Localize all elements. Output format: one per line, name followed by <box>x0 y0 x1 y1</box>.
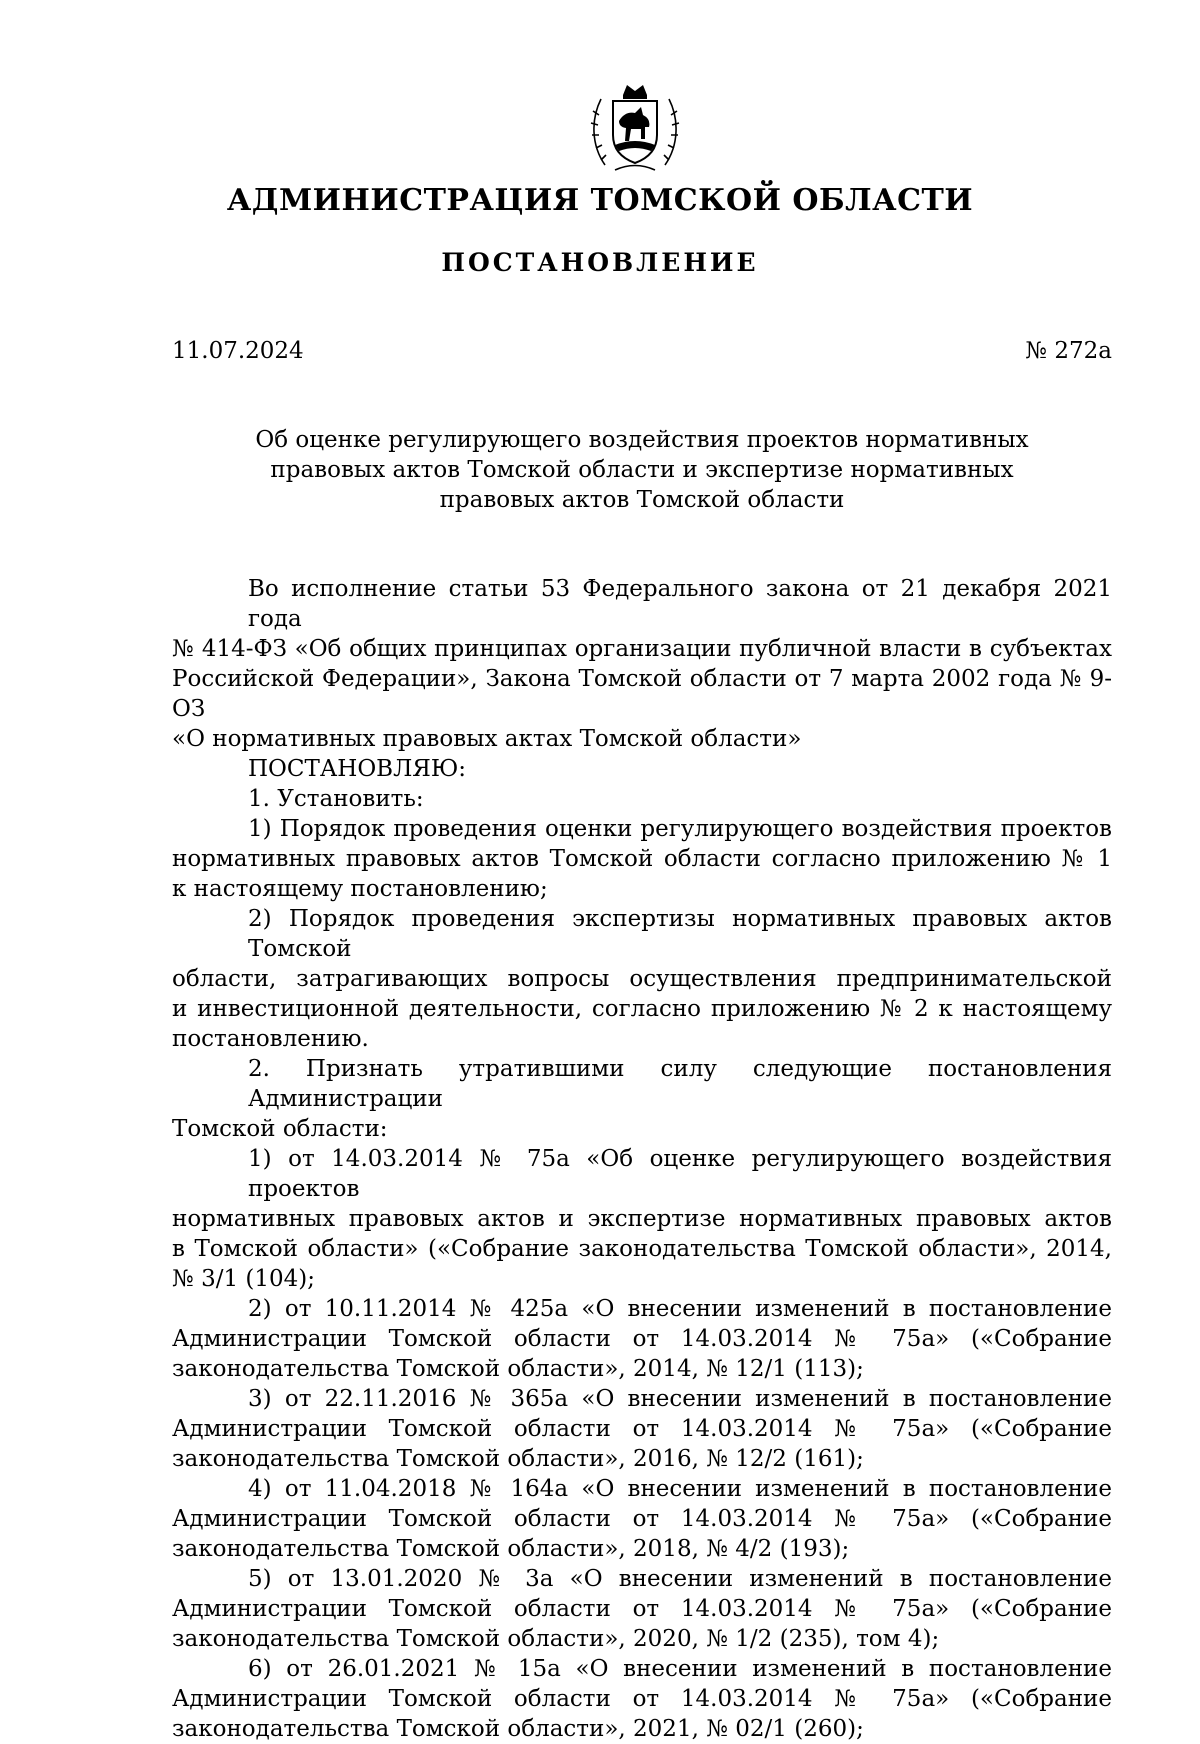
body-line: области, затрагивающих вопросы осуществления предпринимательской <box>172 966 1112 992</box>
body-line: 6) от 26.01.2021 № 15а «О внесении изменений в постановление <box>248 1656 1112 1682</box>
body-line: 5) от 13.01.2020 № 3а «О внесении изменений в постановление <box>248 1566 1112 1592</box>
body-line: законодательства Томской области», 2020, № 1/2 (235), том 4); <box>172 1626 940 1652</box>
body-line: 2. Признать утратившими силу следующие постановления Администрации <box>248 1056 1112 1112</box>
body-line: 4) от 11.04.2018 № 164а «О внесении изменений в постановление <box>248 1476 1112 1502</box>
body-line: постановлению. <box>172 1026 369 1052</box>
document-meta <box>172 338 1112 364</box>
body-line: Администрации Томской области от 14.03.2014 № 75а» («Собрание <box>172 1506 1112 1532</box>
body-line: Администрации Томской области от 14.03.2014 № 75а» («Собрание <box>172 1416 1112 1442</box>
body-line: 1. Установить: <box>248 786 424 812</box>
body-line: № 3/1 (104); <box>172 1266 315 1292</box>
body-line: 1) от 14.03.2014 № 75а «Об оценке регулирующего воздействия проектов <box>248 1146 1112 1202</box>
title-line: правовых актов Томской области и экспертизе нормативных <box>270 457 1014 483</box>
body-line: нормативных правовых актов Томской области согласно приложению № 1 <box>172 846 1112 872</box>
body-line: Администрации Томской области от 14.03.2014 № 75а» («Собрание <box>172 1326 1112 1352</box>
body-line: законодательства Томской области», 2021, № 02/1 (260); <box>172 1716 864 1742</box>
body-line: ПОСТАНОВЛЯЮ: <box>248 756 467 782</box>
coat-of-arms-icon <box>585 75 685 175</box>
title-line: Об оценке регулирующего воздействия проектов нормативных <box>255 427 1029 453</box>
body-line: «О нормативных правовых актах Томской области» <box>172 726 802 752</box>
body-line: 2) от 10.11.2014 № 425а «О внесении изменений в постановление <box>248 1296 1112 1322</box>
body-line: законодательства Томской области», 2014, № 12/1 (113); <box>172 1356 864 1382</box>
body-line: 3) от 22.11.2016 № 365а «О внесении изменений в постановление <box>248 1386 1112 1412</box>
document-title <box>172 425 1112 515</box>
body-line: и инвестиционной деятельности, согласно приложению № 2 к настоящему <box>172 996 1112 1022</box>
organization-name: АДМИНИСТРАЦИЯ ТОМСКОЙ ОБЛАСТИ <box>226 183 974 218</box>
document-number: № 272а <box>1025 338 1112 364</box>
body-line: в Томской области» («Собрание законодательства Томской области», 2014, <box>172 1236 1112 1262</box>
body-line: Администрации Томской области от 14.03.2014 № 75а» («Собрание <box>172 1686 1112 1712</box>
body-line: Российской Федерации», Закона Томской области от 7 марта 2002 года № 9-ОЗ <box>172 666 1112 722</box>
document-date: 11.07.2024 <box>172 338 304 364</box>
body-line: нормативных правовых актов и экспертизе нормативных правовых актов <box>172 1206 1112 1232</box>
body-line: Во исполнение статьи 53 Федерального закона от 21 декабря 2021 года <box>248 576 1112 632</box>
document-type: ПОСТАНОВЛЕНИЕ <box>441 248 759 277</box>
body-line: к настоящему постановлению; <box>172 876 548 902</box>
body-line: 2) Порядок проведения экспертизы нормативных правовых актов Томской <box>248 906 1112 962</box>
body-line: законодательства Томской области», 2016, № 12/2 (161); <box>172 1446 864 1472</box>
body-line: Администрации Томской области от 14.03.2014 № 75а» («Собрание <box>172 1596 1112 1622</box>
document-body <box>172 574 1112 1744</box>
body-line: Томской области: <box>172 1116 388 1142</box>
body-line: законодательства Томской области», 2018, № 4/2 (193); <box>172 1536 850 1562</box>
title-line: правовых актов Томской области <box>439 487 845 513</box>
body-line: № 414-ФЗ «Об общих принципах организации публичной власти в субъектах <box>172 636 1112 662</box>
body-line: 1) Порядок проведения оценки регулирующего воздействия проектов <box>248 816 1112 842</box>
